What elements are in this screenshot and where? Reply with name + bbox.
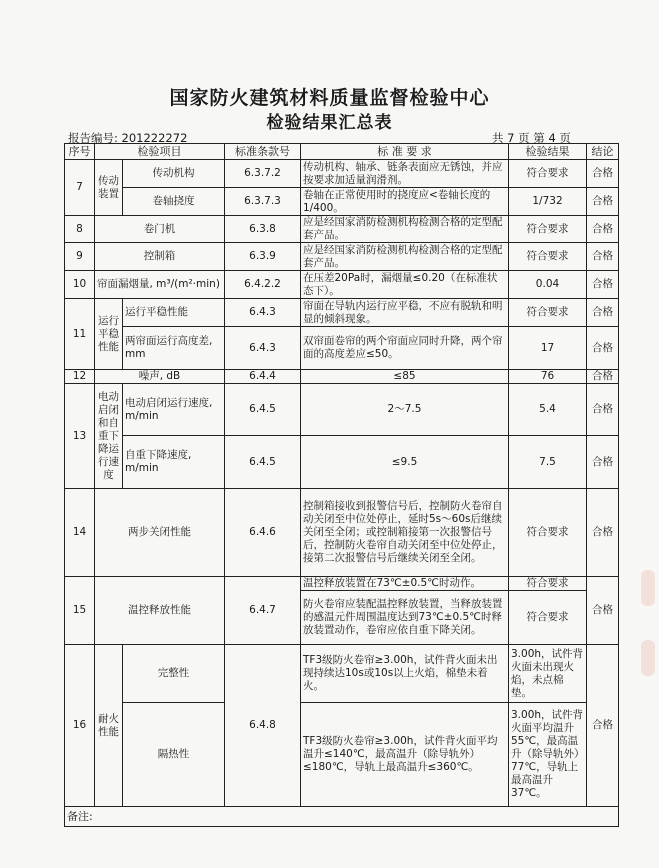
clause-cell: 6.4.6 xyxy=(225,489,301,577)
requirement-cell: 卷轴在正常使用时的挠度应<卷轴长度的1/400。 xyxy=(301,188,509,216)
table-row xyxy=(65,489,619,577)
requirement-cell: 2～7.5 xyxy=(301,384,509,436)
item-cell: 运行平稳性能 xyxy=(123,299,225,327)
result-cell: 76 xyxy=(509,370,587,384)
table-row xyxy=(65,299,619,327)
clause-cell: 6.4.4 xyxy=(225,370,301,384)
table-row xyxy=(65,216,619,243)
item-cell: 噪声, dB xyxy=(95,370,225,384)
result-cell: 符合要求 xyxy=(509,299,587,327)
table-row xyxy=(65,188,619,216)
result-cell: 3.00h，试件背火面未出现火焰，未点棉垫。 xyxy=(509,645,587,703)
seq-cell: 9 xyxy=(65,243,95,271)
seq-cell: 7 xyxy=(65,160,95,216)
clause-cell: 6.3.7.3 xyxy=(225,188,301,216)
requirement-cell: ≤9.5 xyxy=(301,436,509,489)
conclusion-cell: 合格 xyxy=(587,243,619,271)
item-cell: 控制箱 xyxy=(95,243,225,271)
conclusion-cell: 合格 xyxy=(587,370,619,384)
clause-cell: 6.3.8 xyxy=(225,216,301,243)
item-cell: 温控释放性能 xyxy=(95,577,225,645)
clause-cell: 6.3.9 xyxy=(225,243,301,271)
table-row xyxy=(65,384,619,436)
conclusion-cell: 合格 xyxy=(587,216,619,243)
result-cell: 符合要求 xyxy=(509,577,587,591)
document-title: 国家防火建筑材料质量监督检验中心 xyxy=(169,87,490,109)
requirement-cell: 控制箱接收到报警信号后，控制防火卷帘自动关闭至中位处停止，延时5s～60s后继续关闭至全闭；或控制箱接第一次报警信号后，控制防火卷帘自动关闭至中位处停止，接第二次报警信号后继续关闭至全闭。 xyxy=(301,489,509,577)
conclusion-cell: 合格 xyxy=(587,271,619,299)
result-cell: 符合要求 xyxy=(509,216,587,243)
item-cell: 电动启闭运行速度, m/min xyxy=(123,384,225,436)
seal-stamp-fragment xyxy=(641,570,655,606)
conclusion-cell: 合格 xyxy=(587,436,619,489)
results-table xyxy=(64,143,619,827)
group-cell: 运行平稳性能 xyxy=(95,299,123,370)
item-cell: 隔热性 xyxy=(123,703,225,807)
seq-cell: 13 xyxy=(65,384,95,489)
seq-cell: 10 xyxy=(65,271,95,299)
group-cell: 耐火性能 xyxy=(95,645,123,807)
conclusion-cell: 合格 xyxy=(587,299,619,327)
result-cell: 符合要求 xyxy=(509,160,587,188)
result-cell: 3.00h，试件背火面平均温升55℃，最高温升（除导轨外）77℃，导轨上最高温升37℃。 xyxy=(509,703,587,807)
clause-cell: 6.4.2.2 xyxy=(225,271,301,299)
requirement-cell: TF3级防火卷帘≥3.00h，试件背火面平均温升≤140℃，最高温升（除导轨外）≤180℃，导轨上最高温升≤360℃。 xyxy=(301,703,509,807)
note-row xyxy=(65,807,619,827)
document-subtitle: 检验结果汇总表 xyxy=(266,113,393,133)
table-row xyxy=(65,243,619,271)
clause-cell: 6.4.5 xyxy=(225,436,301,489)
seq-cell: 11 xyxy=(65,299,95,370)
item-cell: 两步关闭性能 xyxy=(95,489,225,577)
result-cell: 5.4 xyxy=(509,384,587,436)
header-result: 检验结果 xyxy=(509,144,587,160)
header-item: 检验项目 xyxy=(95,144,225,160)
clause-cell: 6.4.3 xyxy=(225,299,301,327)
result-cell: 符合要求 xyxy=(509,489,587,577)
seq-cell: 12 xyxy=(65,370,95,384)
clause-cell: 6.4.8 xyxy=(225,645,301,807)
table-header-row xyxy=(65,144,619,160)
header-requirement: 标 准 要 求 xyxy=(301,144,509,160)
item-cell: 卷门机 xyxy=(95,216,225,243)
page-info: 共 7 页 第 4 页 xyxy=(492,131,571,145)
result-cell: 7.5 xyxy=(509,436,587,489)
item-cell: 帘面漏烟量, m³/(m²·min) xyxy=(95,271,225,299)
table-row xyxy=(65,577,619,591)
conclusion-cell: 合格 xyxy=(587,489,619,577)
clause-cell: 6.3.7.2 xyxy=(225,160,301,188)
requirement-cell: 温控释放装置在73℃±0.5℃时动作。 xyxy=(301,577,509,591)
result-cell: 符合要求 xyxy=(509,243,587,271)
group-cell: 传动装置 xyxy=(95,160,123,216)
result-cell: 符合要求 xyxy=(509,591,587,645)
requirement-cell: 应是经国家消防检测机构检测合格的定型配套产品。 xyxy=(301,216,509,243)
item-cell: 完整性 xyxy=(123,645,225,703)
conclusion-cell: 合格 xyxy=(587,384,619,436)
result-cell: 0.04 xyxy=(509,271,587,299)
table-row xyxy=(65,327,619,370)
requirement-cell: 帘面在导轨内运行应平稳，不应有脱轨和明显的倾斜现象。 xyxy=(301,299,509,327)
item-cell: 自重下降速度, m/min xyxy=(123,436,225,489)
header-conclusion: 结论 xyxy=(587,144,619,160)
table-row xyxy=(65,271,619,299)
item-cell: 两帘面运行高度差, mm xyxy=(123,327,225,370)
conclusion-cell: 合格 xyxy=(587,160,619,188)
requirement-cell: 防火卷帘应装配温控释放装置，当释放装置的感温元件周围温度达到73℃±0.5℃时释放装置动作，卷帘应依自重下降关闭。 xyxy=(301,591,509,645)
seq-cell: 15 xyxy=(65,577,95,645)
group-cell: 电动启闭和自重下降运行速度 xyxy=(95,384,123,489)
seal-stamp-fragment xyxy=(641,640,655,676)
requirement-cell: ≤85 xyxy=(301,370,509,384)
requirement-cell: 应是经国家消防检测机构检测合格的定型配套产品。 xyxy=(301,243,509,271)
clause-cell: 6.4.3 xyxy=(225,327,301,370)
seq-cell: 8 xyxy=(65,216,95,243)
conclusion-cell: 合格 xyxy=(587,188,619,216)
table-row xyxy=(65,703,619,807)
clause-cell: 6.4.7 xyxy=(225,577,301,645)
conclusion-cell: 合格 xyxy=(587,645,619,807)
item-cell: 传动机构 xyxy=(123,160,225,188)
conclusion-cell: 合格 xyxy=(587,327,619,370)
header-seq: 序号 xyxy=(65,144,95,160)
requirement-cell: TF3级防火卷帘≥3.00h，试件背火面未出现持续达10s或10s以上火焰，棉垫未着火。 xyxy=(301,645,509,703)
requirement-cell: 传动机构、轴承、链条表面应无锈蚀，并应按要求加适量润滑剂。 xyxy=(301,160,509,188)
seq-cell: 16 xyxy=(65,645,95,807)
result-cell: 17 xyxy=(509,327,587,370)
requirement-cell: 在压差20Pa时，漏烟量≤0.20（在标准状态下）。 xyxy=(301,271,509,299)
note-label: 备注: xyxy=(65,807,619,827)
table-row xyxy=(65,645,619,703)
report-number: 报告编号: 201222272 xyxy=(68,131,188,145)
header-clause: 标准条款号 xyxy=(225,144,301,160)
item-cell: 卷轴挠度 xyxy=(123,188,225,216)
conclusion-cell: 合格 xyxy=(587,577,619,645)
requirement-cell: 双帘面卷帘的两个帘面应同时升降，两个帘面的高度差应≤50。 xyxy=(301,327,509,370)
clause-cell: 6.4.5 xyxy=(225,384,301,436)
seq-cell: 14 xyxy=(65,489,95,577)
table-row xyxy=(65,436,619,489)
table-row xyxy=(65,370,619,384)
table-row xyxy=(65,160,619,188)
result-cell: 1/732 xyxy=(509,188,587,216)
